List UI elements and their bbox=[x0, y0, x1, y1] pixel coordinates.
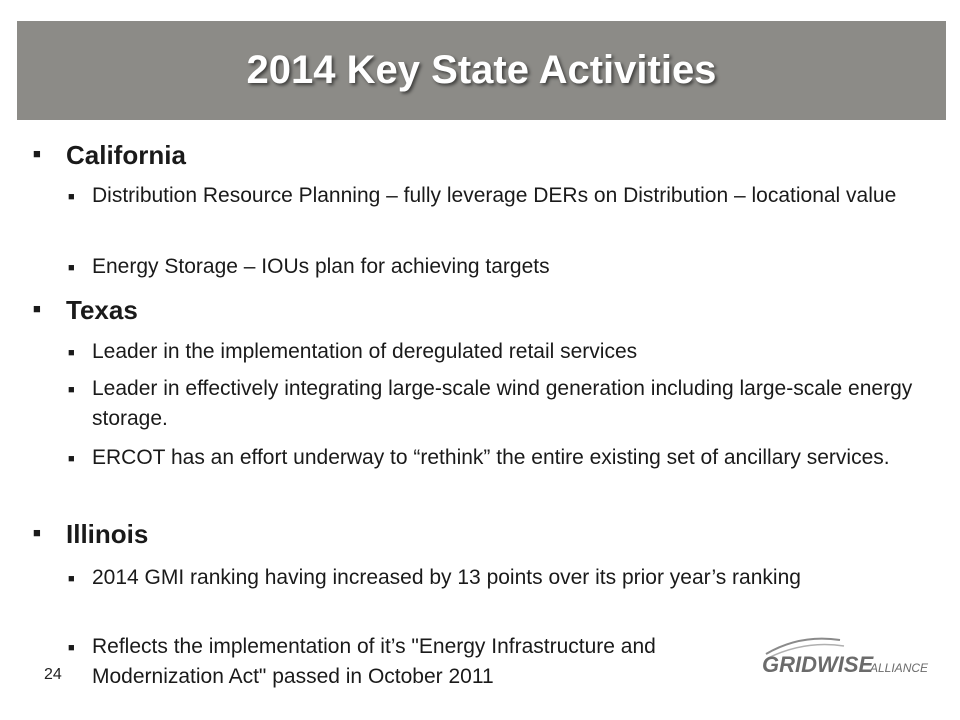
bullet-icon: ■ bbox=[68, 262, 75, 274]
bullet-icon: ■ bbox=[68, 573, 75, 585]
bullet-icon: ■ bbox=[33, 146, 41, 161]
section-heading-illinois bbox=[33, 519, 148, 550]
section-heading-label: California bbox=[66, 140, 186, 170]
list-item-text: Energy Storage – IOUs plan for achieving targets bbox=[92, 255, 550, 278]
list-item bbox=[68, 252, 928, 283]
list-item-text: ERCOT has an effort underway to “rethink” the entire existing set of ancillary services. bbox=[92, 446, 890, 469]
bullet-icon: ■ bbox=[33, 301, 41, 316]
gridwise-alliance-logo bbox=[760, 632, 940, 692]
bullet-icon: ■ bbox=[33, 525, 41, 540]
list-item-text: Distribution Resource Planning – fully leverage DERs on Distribution – locational value bbox=[92, 184, 897, 207]
list-item-text: Reflects the implementation of it’s "Energy Infrastructure and Modernization Act" passed in October 2011 bbox=[92, 635, 656, 688]
list-item bbox=[68, 632, 748, 692]
bullet-icon: ■ bbox=[68, 384, 75, 396]
bullet-icon: ■ bbox=[68, 347, 75, 359]
section-heading-california bbox=[33, 140, 186, 171]
bullet-icon: ■ bbox=[68, 642, 75, 654]
bullet-icon: ■ bbox=[68, 453, 75, 465]
section-heading-label: Texas bbox=[66, 295, 138, 325]
section-heading-label: Illinois bbox=[66, 519, 149, 549]
list-item bbox=[68, 181, 928, 212]
list-item-text: Leader in effectively integrating large-scale wind generation including large-scale energy storage. bbox=[92, 377, 913, 430]
section-heading-texas bbox=[33, 295, 138, 326]
list-item bbox=[68, 374, 928, 434]
list-item bbox=[68, 337, 928, 368]
logo-name-primary: GRIDWISE bbox=[762, 652, 874, 677]
list-item bbox=[68, 443, 928, 474]
slide-title: 2014 Key State Activities bbox=[246, 48, 717, 92]
list-item-text: 2014 GMI ranking having increased by 13 points over its prior year’s ranking bbox=[92, 566, 801, 589]
list-item bbox=[68, 563, 928, 594]
logo-name-secondary: ALLIANCE bbox=[870, 661, 929, 675]
bullet-icon: ■ bbox=[68, 191, 75, 203]
logo-swoosh-icon bbox=[760, 632, 940, 692]
list-item-text: Leader in the implementation of deregulated retail services bbox=[92, 340, 638, 363]
page-number: 24 bbox=[44, 666, 62, 683]
